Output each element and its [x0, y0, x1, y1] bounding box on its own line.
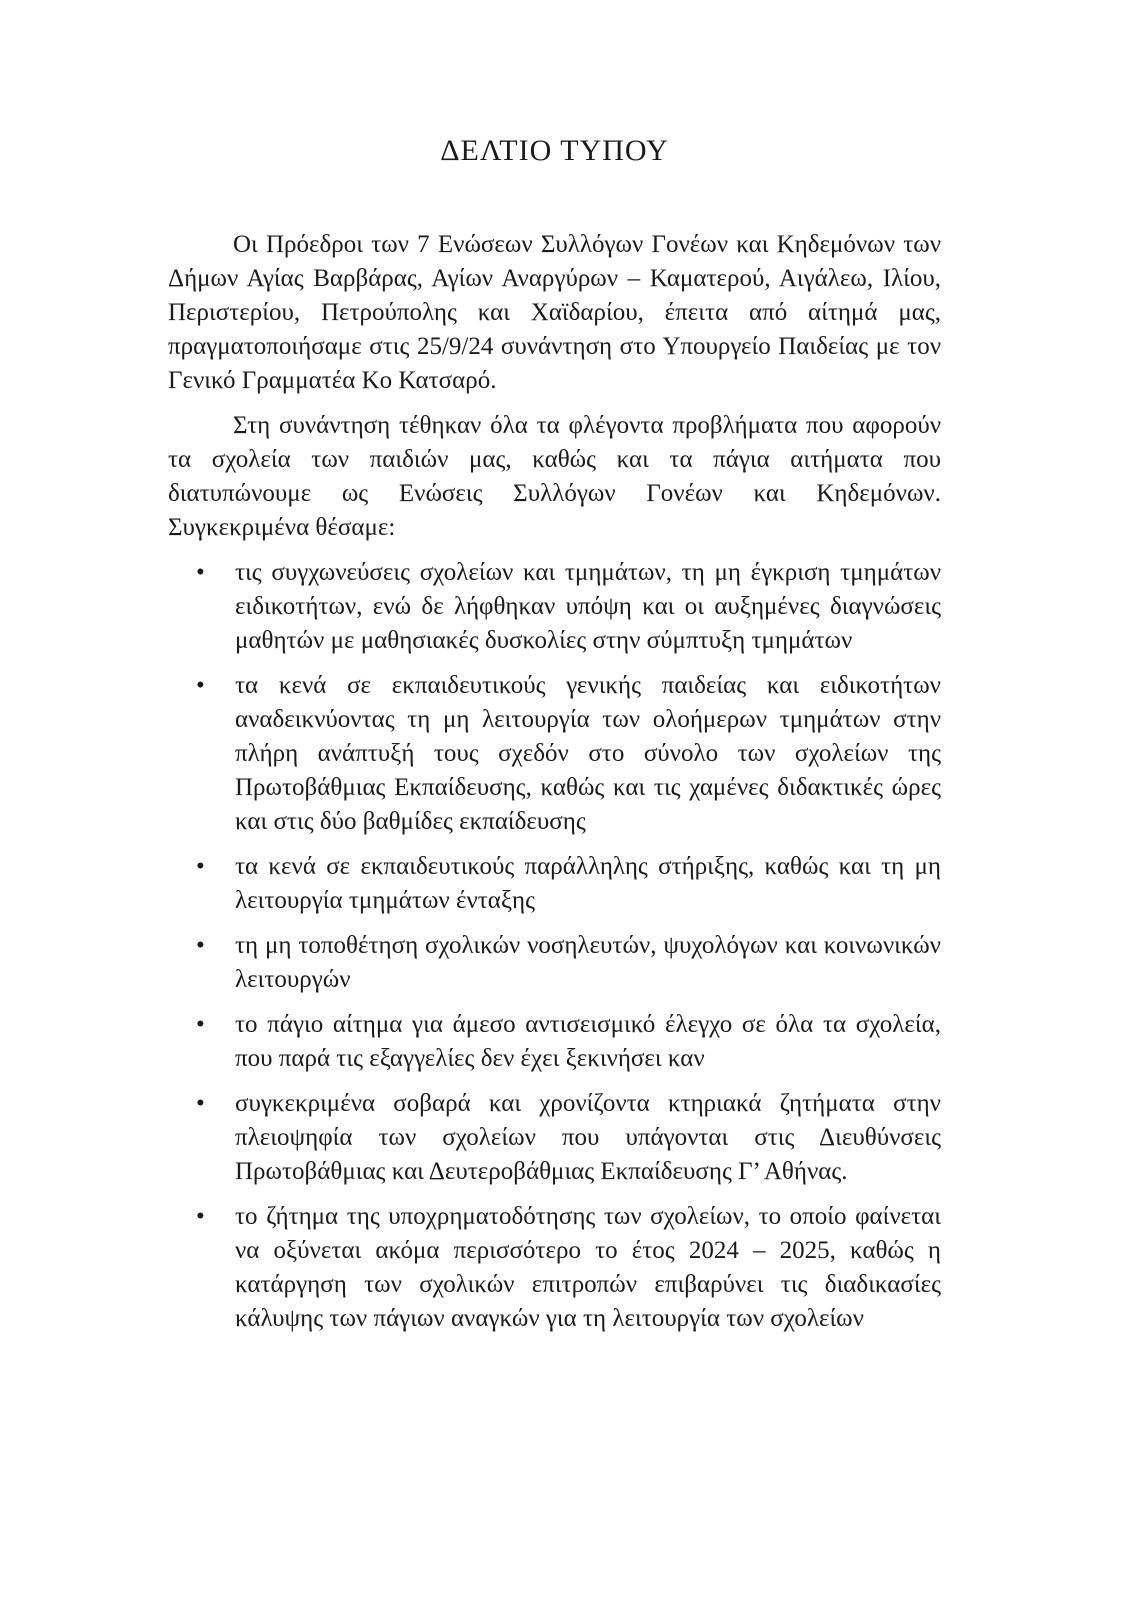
bullet-text: τα κενά σε εκπαιδευτικούς γενικής παιδείας και ειδικοτήτων αναδεικνύοντας τη μη λειτουργία των ολοήμερων τμημάτων στην πλήρη ανάπτυξή τους σχεδόν στο σύνολο των σχολείων της Πρωτοβάθμιας Εκπαίδευσης, καθώς και τις χαμένες διδακτικές ώρες και στις δύο βαθμίδες εκπαίδευσης	[235, 672, 941, 835]
bullet-item-seismic-check	[168, 1008, 941, 1076]
bullet-icon: •	[196, 1090, 205, 1117]
bullet-list	[168, 556, 941, 1336]
bullet-icon: •	[196, 932, 205, 959]
bullet-item-building-issues	[168, 1087, 941, 1189]
bullet-icon: •	[196, 559, 205, 586]
bullet-text: συγκεκριμένα σοβαρά και χρονίζοντα κτηριακά ζητήματα στην πλειοψηφία των σχολείων που υπάγονται στις Διευθύνσεις Πρωτοβάθμιας και Δευτεροβάθμιας Εκπαίδευσης Γ’ Αθήνας.	[235, 1090, 941, 1185]
bullet-text: τις συγχωνεύσεις σχολείων και τμημάτων, τη μη έγκριση τμημάτων ειδικοτήτων, ενώ δε λήφθηκαν υπόψη και οι αυξημένες διαγνώσεις μαθητών με μαθησιακές δυσκολίες στην σύμπτυξη τμημάτων	[235, 559, 941, 654]
bullet-text: το πάγιο αίτημα για άμεσο αντισεισμικό έλεγχο σε όλα τα σχολεία, που παρά τις εξαγγελίες δεν έχει ξεκινήσει καν	[235, 1011, 941, 1072]
bullet-icon: •	[196, 853, 205, 880]
bullet-item-school-staff	[168, 929, 941, 997]
document-title: ΔΕΛΤΙΟ ΤΥΠΟΥ	[440, 134, 669, 167]
paragraph-intro: Οι Πρόεδροι των 7 Ενώσεων Συλλόγων Γονέων και Κηδεμόνων των Δήμων Αγίας Βαρβάρας, Αγίων Αναργύρων – Καματερού, Αιγάλεω, Ιλίου, Περιστερίου, Πετρούπολης και Χαϊδαρίου, έπειτα από αίτημά μας, πραγματοποιήσαμε στις 25/9/24 συνάντηση στο Υπουργείο Παιδείας με τον Γενικό Γραμματέα Κο Κατσαρό.	[168, 231, 941, 394]
paragraph-meeting: Στη συνάντηση τέθηκαν όλα τα φλέγοντα προβλήματα που αφορούν τα σχολεία των παιδιών μας, καθώς και τα πάγια αιτήματα που διατυπώνουμε ως Ενώσεις Συλλόγων Γονέων και Κηδεμόνων. Συγκεκριμένα θέσαμε:	[168, 412, 941, 541]
bullet-item-underfunding	[168, 1200, 941, 1336]
bullet-item-mergers	[168, 556, 941, 658]
bullet-item-parallel-support	[168, 850, 941, 918]
bullet-icon: •	[196, 672, 205, 699]
bullet-icon: •	[196, 1011, 205, 1038]
bullet-icon: •	[196, 1203, 205, 1230]
bullet-text: τα κενά σε εκπαιδευτικούς παράλληλης στήριξης, καθώς και τη μη λειτουργία τμημάτων ένταξης	[235, 853, 941, 914]
bullet-item-teacher-gaps	[168, 669, 941, 839]
bullet-text: τη μη τοποθέτηση σχολικών νοσηλευτών, ψυχολόγων και κοινωνικών λειτουργών	[235, 932, 941, 993]
bullet-text: το ζήτημα της υποχρηματοδότησης των σχολείων, το οποίο φαίνεται να οξύνεται ακόμα περισσότερο το έτος 2024 – 2025, καθώς η κατάργηση των σχολικών επιτροπών επιβαρύνει τις διαδικασίες κάλυψης των πάγιων αναγκών για τη λειτουργία των σχολείων	[235, 1203, 941, 1332]
